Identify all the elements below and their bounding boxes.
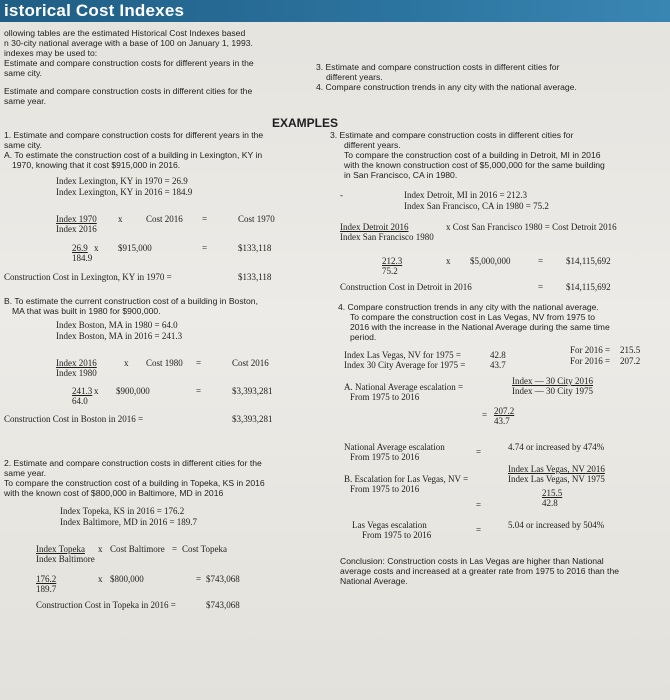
- intro-item-2b: same year.: [4, 96, 47, 106]
- ex4-index-30-val: 43.7: [490, 360, 506, 370]
- exb-f-cost: Cost 1980: [146, 358, 183, 368]
- exb-heading-b: MA that was built in 1980 for $900,000.: [12, 306, 161, 316]
- examples-heading: EXAMPLES: [272, 116, 339, 130]
- intro-item-4: 4. Compare construction trends in any city with the national average.: [316, 82, 577, 92]
- ex4-b2-den: 42.8: [542, 498, 558, 508]
- ex4-conclusion-a: Conclusion: Construction costs in Las Vegas are higher than National: [340, 556, 604, 566]
- exb-heading-a: B. To estimate the current construction cost of a building in Boston,: [4, 296, 258, 306]
- exb-index-1980: Index Boston, MA in 1980 = 64.0: [56, 320, 178, 330]
- intro-item-3b: different years.: [326, 72, 383, 82]
- ex2-c-eq: =: [196, 574, 202, 584]
- ex4-nat-a: National Average escalation: [344, 442, 445, 452]
- exb-c-den: 64.0: [72, 396, 88, 406]
- intro-line-2: n 30-city national average with a base of 100 on January 1, 1993.: [4, 38, 253, 48]
- intro-line-1: ollowing tables are the estimated Historical Cost Indexes based: [4, 28, 246, 38]
- ex3-c-eq: =: [538, 256, 544, 266]
- ex2-c-den: 189.7: [36, 584, 57, 594]
- ex2-index-baltimore: Index Baltimore, MD in 2016 = 189.7: [60, 517, 198, 527]
- ex3-sub-b: with the known construction cost of $5,000,000 for the same building: [344, 160, 605, 170]
- ex3-c-cost: $5,000,000: [470, 256, 511, 266]
- ex4-a-label-b: From 1975 to 2016: [350, 392, 420, 402]
- ex2-f-den: Index Baltimore: [36, 554, 95, 564]
- ex3-sub-c: in San Francisco, CA in 1980.: [344, 170, 458, 180]
- ex4-a2-den: 43.7: [494, 416, 510, 426]
- ex2-c-result: $743,068: [206, 574, 240, 584]
- exb-f-num: Index 2016: [56, 358, 97, 368]
- ex1-f-den: Index 2016: [56, 224, 97, 234]
- ex1-f-result: Cost 1970: [238, 214, 275, 224]
- ex2-sub-b: with the known cost of $800,000 in Baltimore, MD in 2016: [4, 488, 224, 498]
- ex2-heading-a: 2. Estimate and compare construction costs in different cities for the: [4, 458, 262, 468]
- ex1-heading-b: same city.: [4, 140, 43, 150]
- ex4-a2-eq: =: [482, 410, 488, 420]
- ex4-lv-result: 5.04 or increased by 504%: [508, 520, 605, 530]
- ex3-f-rhs: x Cost San Francisco 1980 = Cost Detroit 2016: [446, 222, 617, 232]
- ex4-for-2016-a: For 2016 =: [570, 345, 611, 355]
- exb-index-2016: Index Boston, MA in 2016 = 241.3: [56, 331, 183, 341]
- ex3-result-eq: =: [538, 282, 544, 292]
- ex4-nat-eq: =: [476, 447, 482, 457]
- ex4-sub-c: period.: [350, 332, 377, 342]
- exb-c-x: x: [94, 386, 99, 396]
- ex1-f-x: x: [118, 214, 123, 224]
- exb-f-den: Index 1980: [56, 368, 97, 378]
- exb-c-result: $3,393,281: [232, 386, 273, 396]
- ex2-index-topeka: Index Topeka, KS in 2016 = 176.2: [60, 506, 185, 516]
- exb-f-x: x: [124, 358, 129, 368]
- ex2-f-x: x: [98, 544, 103, 554]
- ex4-for-2016-a-val: 215.5: [620, 345, 641, 355]
- ex4-for-2016-b: For 2016 =: [570, 356, 611, 366]
- ex1-index-2016: Index Lexington, KY in 2016 = 184.9: [56, 187, 193, 197]
- ex4-a-label: A. National Average escalation =: [344, 382, 464, 392]
- ex3-f-num: Index Detroit 2016: [340, 222, 409, 232]
- exb-result-value: $3,393,281: [232, 414, 273, 424]
- ex1-result-value: $133,118: [238, 272, 272, 282]
- ex4-b-label: B. Escalation for Las Vegas, NV =: [344, 474, 469, 484]
- ex1-heading-a: 1. Estimate and compare construction costs for different years in the: [4, 130, 264, 140]
- exb-c-eq: =: [196, 386, 202, 396]
- ex3-c-result: $14,115,692: [566, 256, 611, 266]
- ex1-index-1970: Index Lexington, KY in 1970 = 26.9: [56, 176, 188, 186]
- ex2-result-label: Construction Cost in Topeka in 2016 =: [36, 600, 176, 610]
- ex4-b2-num: 215.5: [542, 488, 563, 498]
- ex4-sub-b: 2016 with the increase in the National Average during the same time: [350, 322, 610, 332]
- ex1-c-num: 26.9: [72, 243, 88, 253]
- exb-f-result: Cost 2016: [232, 358, 269, 368]
- ex3-sub-a: To compare the construction cost of a building in Detroit, MI in 2016: [344, 150, 601, 160]
- ex2-result-value: $743,068: [206, 600, 240, 610]
- ex3-heading-a: 3. Estimate and compare construction costs in different cities for: [330, 130, 574, 140]
- ex1-c-x: x: [94, 243, 99, 253]
- ex4-a-den: Index — 30 City 1975: [512, 386, 593, 396]
- ex3-result-value: $14,115,692: [566, 282, 611, 292]
- ex2-heading-b: same year.: [4, 468, 47, 478]
- ex2-c-num: 176.2: [36, 574, 57, 584]
- ex4-lv-a: Las Vegas escalation: [352, 520, 427, 530]
- ex1-c-eq: =: [202, 243, 208, 253]
- ex4-nat-b: From 1975 to 2016: [350, 452, 420, 462]
- ex4-heading-a: 4. Compare construction trends in any city with the national average.: [338, 302, 599, 312]
- ex3-c-x: x: [446, 256, 451, 266]
- intro-item-2a: Estimate and compare construction costs in different cities for the: [4, 86, 253, 96]
- ex2-f-result: Cost Topeka: [182, 544, 227, 554]
- ex1-c-cost: $915,000: [118, 243, 152, 253]
- ex4-lv-b: From 1975 to 2016: [362, 530, 432, 540]
- ex3-dash: -: [340, 190, 343, 200]
- ex4-b-label-b: From 1975 to 2016: [350, 484, 420, 494]
- ex4-lv-eq: =: [476, 525, 482, 535]
- ex4-index-lv: Index Las Vegas, NV for 1975 =: [344, 350, 461, 360]
- ex4-a-num: Index — 30 City 2016: [512, 376, 593, 386]
- ex1-c-result: $133,118: [238, 243, 272, 253]
- ex1-c-den: 184.9: [72, 253, 93, 263]
- ex2-f-num: Index Topeka: [36, 544, 85, 554]
- ex3-index-sf: Index San Francisco, CA in 1980 = 75.2: [404, 201, 549, 211]
- ex2-sub-a: To compare the construction cost of a building in Topeka, KS in 2016: [4, 478, 265, 488]
- intro-line-3: indexes may be used to:: [4, 48, 98, 58]
- ex4-a2-num: 207.2: [494, 406, 515, 416]
- ex3-index-detroit: Index Detroit, MI in 2016 = 212.3: [404, 190, 528, 200]
- exb-c-cost: $900,000: [116, 386, 150, 396]
- ex3-c-den: 75.2: [382, 266, 398, 276]
- ex4-index-30: Index 30 City Average for 1975 =: [344, 360, 466, 370]
- ex1-f-num: Index 1970: [56, 214, 97, 224]
- ex4-conclusion-c: National Average.: [340, 576, 408, 586]
- ex2-f-cost: Cost Baltimore: [110, 544, 165, 554]
- exb-f-eq: =: [196, 358, 202, 368]
- intro-item-1b: same city.: [4, 68, 43, 78]
- ex1-result-label: Construction Cost in Lexington, KY in 1970 =: [4, 272, 172, 282]
- ex1-f-eq: =: [202, 214, 208, 224]
- exb-result-label: Construction Cost in Boston in 2016 =: [4, 414, 144, 424]
- ex4-sub-a: To compare the construction cost in Las Vegas, NV from 1975 to: [350, 312, 596, 322]
- ex4-b-num: Index Las Vegas, NV 2016: [508, 464, 605, 474]
- ex1-sub-b: 1970, knowing that it cost $915,000 in 2016.: [12, 160, 181, 170]
- ex4-index-lv-val: 42.8: [490, 350, 506, 360]
- ex4-nat-result: 4.74 or increased by 474%: [508, 442, 605, 452]
- ex4-conclusion-b: average costs and increased at a greater rate from 1975 to 2016 than the: [340, 566, 619, 576]
- ex3-c-num: 212.3: [382, 256, 403, 266]
- page-title: istorical Cost Indexes: [4, 1, 185, 20]
- title-bar: [0, 0, 670, 22]
- ex2-c-x: x: [98, 574, 103, 584]
- ex4-b2-eq: =: [476, 500, 482, 510]
- ex3-heading-b: different years.: [344, 140, 401, 150]
- ex3-f-den: Index San Francisco 1980: [340, 232, 434, 242]
- ex1-sub-a: A. To estimate the construction cost of a building in Lexington, KY in: [4, 150, 263, 160]
- intro-item-3a: 3. Estimate and compare construction costs in different cities for: [316, 62, 560, 72]
- ex2-f-eq: =: [172, 544, 178, 554]
- ex4-for-2016-b-val: 207.2: [620, 356, 641, 366]
- intro-item-1a: Estimate and compare construction costs for different years in the: [4, 58, 254, 68]
- ex3-result-label: Construction Cost in Detroit in 2016: [340, 282, 472, 292]
- ex1-f-cost: Cost 2016: [146, 214, 183, 224]
- ex2-c-cost: $800,000: [110, 574, 144, 584]
- exb-c-num: 241.3: [72, 386, 93, 396]
- ex4-b-den: Index Las Vegas, NV 1975: [508, 474, 605, 484]
